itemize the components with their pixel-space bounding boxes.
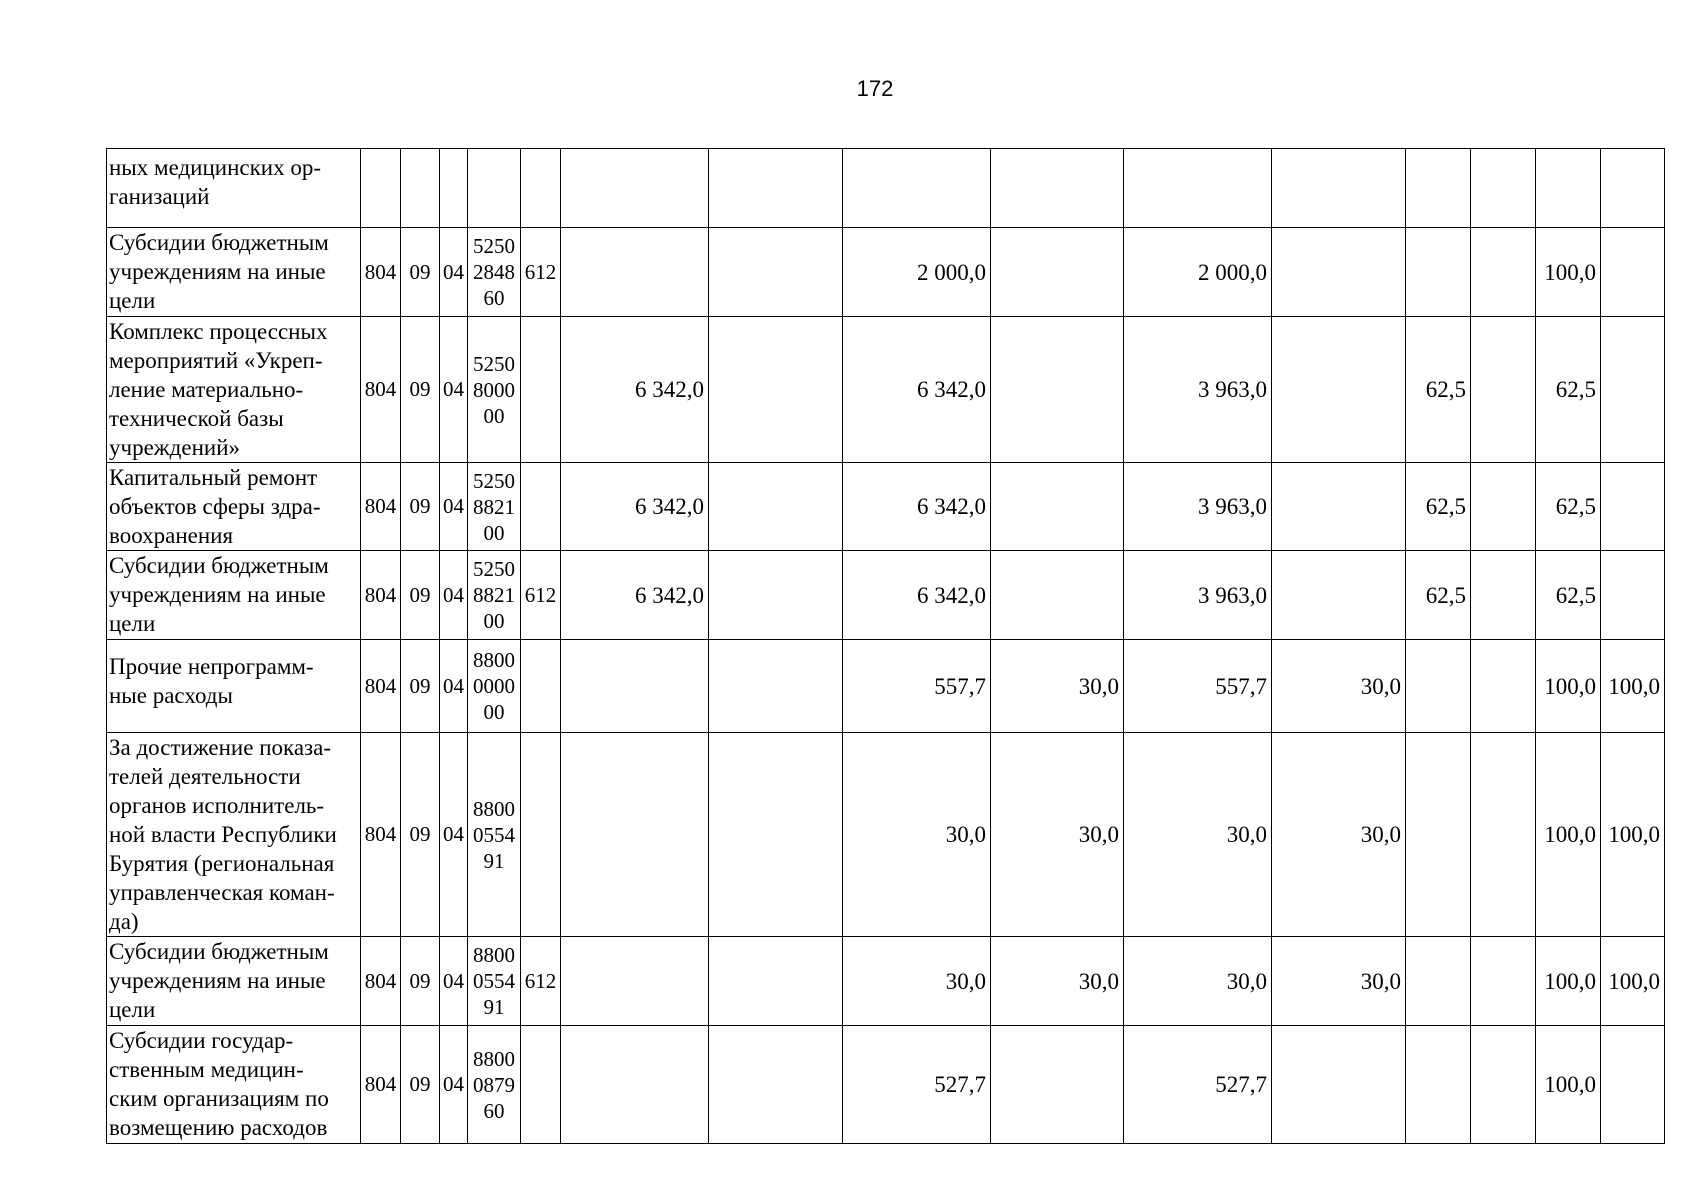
target-article-part: 5250: [473, 557, 515, 581]
target-article-part: 00: [483, 520, 505, 545]
target-article-part: 8800: [473, 796, 515, 821]
expense-type-cell: 612: [521, 937, 561, 1026]
percent-cell-4: [1601, 149, 1665, 228]
percent-cell-4: [1601, 1026, 1665, 1144]
value-cell-6: 30,0: [1272, 733, 1406, 937]
percent-cell-3: 100,0: [1536, 1026, 1601, 1144]
ved-code-cell: 804: [361, 640, 401, 733]
expense-type-cell: [521, 640, 561, 733]
value-cell-1: [561, 640, 709, 733]
value-cell-6: [1272, 1026, 1406, 1144]
row-name-cell: Субсидии бюджетным учреждениям на иные цели: [107, 937, 361, 1026]
target-article-part: 2848: [473, 260, 515, 284]
target-article-part: 00: [483, 609, 505, 633]
ved-code-cell: 804: [361, 228, 401, 317]
percent-cell-3: 100,0: [1536, 640, 1601, 733]
row-name-cell: Капитальный ремонт объектов сферы здра- воохранения: [107, 463, 361, 551]
expense-type-cell: [521, 463, 561, 551]
percent-cell-4: 100,0: [1601, 640, 1665, 733]
section-code-cell: 09: [401, 228, 440, 317]
value-cell-2: [709, 733, 843, 937]
value-cell-1: 6 342,0: [561, 551, 709, 640]
percent-cell-3: 100,0: [1536, 733, 1601, 937]
value-cell-1: [561, 1026, 709, 1144]
value-cell-4: [991, 1026, 1124, 1144]
value-cell-3: 6 342,0: [843, 463, 991, 551]
value-cell-5: 30,0: [1124, 937, 1272, 1026]
value-cell-4: [991, 551, 1124, 640]
subsection-code-cell: 04: [440, 733, 468, 937]
target-article-part: 8821: [473, 583, 515, 607]
table-row: [107, 640, 1665, 733]
ved-code-cell: 804: [361, 463, 401, 551]
target-article-part: 8800: [473, 943, 515, 967]
ved-code-cell: 804: [361, 937, 401, 1026]
target-article-part: 5250: [473, 234, 515, 258]
value-cell-2: [709, 937, 843, 1026]
subsection-code-cell: 04: [440, 937, 468, 1026]
value-cell-1: [561, 733, 709, 937]
value-cell-5: 2 000,0: [1124, 228, 1272, 317]
table-row: [107, 937, 1665, 1026]
expense-type-cell: 612: [521, 228, 561, 317]
subsection-code-cell: [440, 149, 468, 228]
percent-cell-2: [1471, 551, 1536, 640]
value-cell-3: 2 000,0: [843, 228, 991, 317]
subsection-code-cell: 04: [440, 1026, 468, 1144]
target-article-part: 60: [483, 1098, 505, 1123]
percent-cell-1: 62,5: [1406, 317, 1471, 463]
target-article-part: 8000: [473, 377, 515, 402]
value-cell-1: [561, 937, 709, 1026]
value-cell-2: [709, 228, 843, 317]
value-cell-1: [561, 149, 709, 228]
target-article-part: 0554: [473, 969, 515, 993]
value-cell-5: 30,0: [1124, 733, 1272, 937]
expense-type-cell: [521, 317, 561, 463]
value-cell-5: 557,7: [1124, 640, 1272, 733]
value-cell-5: [1124, 149, 1272, 228]
value-cell-2: [709, 149, 843, 228]
percent-cell-3: 62,5: [1536, 463, 1601, 551]
value-cell-3: 527,7: [843, 1026, 991, 1144]
table-row: [107, 463, 1665, 551]
percent-cell-1: [1406, 640, 1471, 733]
value-cell-1: 6 342,0: [561, 463, 709, 551]
percent-cell-1: [1406, 228, 1471, 317]
budget-table: [106, 148, 1665, 1144]
percent-cell-4: 100,0: [1601, 937, 1665, 1026]
percent-cell-3: 100,0: [1536, 228, 1601, 317]
percent-cell-4: [1601, 317, 1665, 463]
target-article-cell: [468, 733, 521, 937]
percent-cell-4: [1601, 463, 1665, 551]
subsection-code-cell: 04: [440, 317, 468, 463]
value-cell-5: 527,7: [1124, 1026, 1272, 1144]
row-name-cell: ных медицинских ор- ганизаций: [107, 149, 361, 228]
value-cell-5: 3 963,0: [1124, 317, 1272, 463]
target-article-part: 00: [483, 700, 505, 724]
section-code-cell: [401, 149, 440, 228]
expense-type-cell: 612: [521, 551, 561, 640]
ved-code-cell: 804: [361, 1026, 401, 1144]
value-cell-4: [991, 228, 1124, 317]
subsection-code-cell: 04: [440, 640, 468, 733]
value-cell-5: 3 963,0: [1124, 463, 1272, 551]
target-article-part: 00: [483, 403, 505, 428]
ved-code-cell: 804: [361, 551, 401, 640]
section-code-cell: 09: [401, 317, 440, 463]
table-row: [107, 733, 1665, 937]
target-article-part: 91: [483, 995, 505, 1019]
percent-cell-3: 62,5: [1536, 551, 1601, 640]
value-cell-2: [709, 463, 843, 551]
target-article-cell: [468, 463, 521, 551]
value-cell-2: [709, 317, 843, 463]
ved-code-cell: 804: [361, 317, 401, 463]
value-cell-4: 30,0: [991, 733, 1124, 937]
target-article-part: 0000: [473, 674, 515, 698]
value-cell-3: 6 342,0: [843, 317, 991, 463]
value-cell-2: [709, 1026, 843, 1144]
value-cell-4: 30,0: [991, 640, 1124, 733]
section-code-cell: 09: [401, 937, 440, 1026]
target-article-cell: [468, 317, 521, 463]
table-row: [107, 228, 1665, 317]
row-name-cell: Субсидии бюджетным учреждениям на иные цели: [107, 228, 361, 317]
target-article-cell: [468, 1026, 521, 1144]
expense-type-cell: [521, 149, 561, 228]
percent-cell-2: [1471, 937, 1536, 1026]
value-cell-3: 30,0: [843, 733, 991, 937]
value-cell-4: [991, 463, 1124, 551]
subsection-code-cell: 04: [440, 463, 468, 551]
table-row: [107, 1026, 1665, 1144]
target-article-part: 5250: [473, 351, 515, 376]
value-cell-1: [561, 228, 709, 317]
percent-cell-2: [1471, 228, 1536, 317]
percent-cell-2: [1471, 733, 1536, 937]
value-cell-4: [991, 149, 1124, 228]
target-article-part: 5250: [473, 468, 515, 493]
target-article-cell: [468, 149, 521, 228]
value-cell-4: [991, 317, 1124, 463]
value-cell-3: 557,7: [843, 640, 991, 733]
percent-cell-1: [1406, 733, 1471, 937]
value-cell-2: [709, 551, 843, 640]
value-cell-3: 30,0: [843, 937, 991, 1026]
table-row: [107, 317, 1665, 463]
target-article-part: 8821: [473, 494, 515, 519]
value-cell-1: 6 342,0: [561, 317, 709, 463]
row-name-cell: Комплекс процессных мероприятий «Укреп- ление материально- технической базы учреждений»: [107, 317, 361, 463]
value-cell-6: 30,0: [1272, 640, 1406, 733]
table-row: [107, 149, 1665, 228]
table-body: [107, 149, 1665, 1144]
percent-cell-1: 62,5: [1406, 463, 1471, 551]
row-name-cell: Прочие непрограмм- ные расходы: [107, 640, 361, 733]
ved-code-cell: 804: [361, 733, 401, 937]
value-cell-6: [1272, 551, 1406, 640]
value-cell-6: [1272, 317, 1406, 463]
percent-cell-3: 100,0: [1536, 937, 1601, 1026]
expense-type-cell: [521, 733, 561, 937]
target-article-part: 60: [483, 286, 505, 310]
subsection-code-cell: 04: [440, 228, 468, 317]
percent-cell-2: [1471, 1026, 1536, 1144]
target-article-part: 0554: [473, 822, 515, 847]
section-code-cell: 09: [401, 733, 440, 937]
section-code-cell: 09: [401, 1026, 440, 1144]
table-row: [107, 551, 1665, 640]
percent-cell-3: 62,5: [1536, 317, 1601, 463]
target-article-part: 0879: [473, 1072, 515, 1097]
target-article-cell: [468, 551, 521, 640]
value-cell-5: 3 963,0: [1124, 551, 1272, 640]
value-cell-3: [843, 149, 991, 228]
page-number: 172: [856, 76, 894, 101]
target-article-part: 91: [483, 848, 505, 873]
section-code-cell: 09: [401, 463, 440, 551]
value-cell-6: 30,0: [1272, 937, 1406, 1026]
percent-cell-1: [1406, 149, 1471, 228]
expense-type-cell: [521, 1026, 561, 1144]
percent-cell-3: [1536, 149, 1601, 228]
value-cell-6: [1272, 463, 1406, 551]
ved-code-cell: [361, 149, 401, 228]
row-name-cell: За достижение показа- телей деятельности органов исполнитель- ной власти Республики Бурятия (региональная управленческая коман- да): [107, 733, 361, 937]
target-article-cell: [468, 640, 521, 733]
percent-cell-4: [1601, 228, 1665, 317]
percent-cell-2: [1471, 463, 1536, 551]
percent-cell-4: 100,0: [1601, 733, 1665, 937]
target-article-part: 8800: [473, 1046, 515, 1071]
section-code-cell: 09: [401, 551, 440, 640]
row-name-cell: Субсидии бюджетным учреждениям на иные цели: [107, 551, 361, 640]
percent-cell-4: [1601, 551, 1665, 640]
value-cell-2: [709, 640, 843, 733]
value-cell-3: 6 342,0: [843, 551, 991, 640]
percent-cell-1: [1406, 1026, 1471, 1144]
percent-cell-1: [1406, 937, 1471, 1026]
value-cell-6: [1272, 149, 1406, 228]
section-code-cell: 09: [401, 640, 440, 733]
target-article-part: 8800: [473, 648, 515, 672]
value-cell-6: [1272, 228, 1406, 317]
subsection-code-cell: 04: [440, 551, 468, 640]
percent-cell-1: 62,5: [1406, 551, 1471, 640]
percent-cell-2: [1471, 317, 1536, 463]
target-article-cell: [468, 937, 521, 1026]
target-article-cell: [468, 228, 521, 317]
row-name-cell: Субсидии государ- ственным медицин- ским организациям по возмещению расходов: [107, 1026, 361, 1144]
value-cell-4: 30,0: [991, 937, 1124, 1026]
percent-cell-2: [1471, 640, 1536, 733]
percent-cell-2: [1471, 149, 1536, 228]
